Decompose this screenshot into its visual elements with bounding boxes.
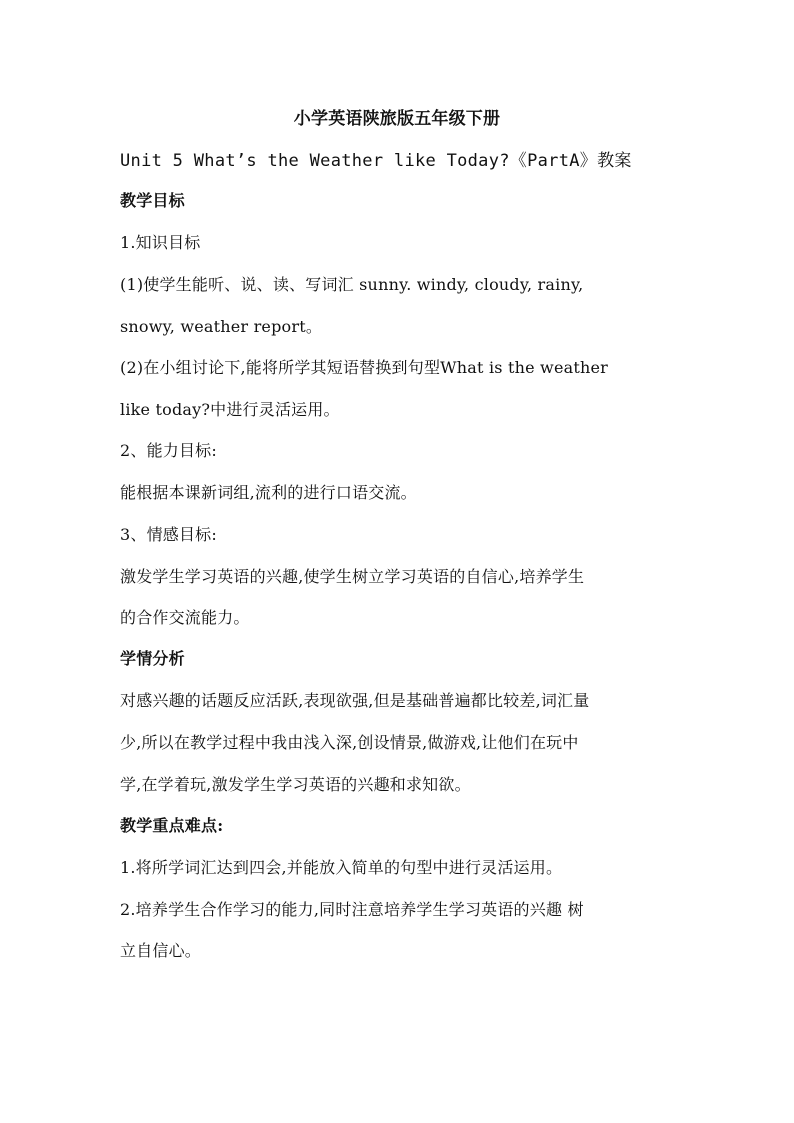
ability-goals-label: 2、能力目标: [120,441,217,460]
ability-goals-text: 能根据本课新词组,流利的进行口语交流。 [120,483,417,502]
student-analysis-line-1: 对感兴趣的话题反应活跃,表现欲强,但是基础普遍都比较差,词汇量 [120,691,590,710]
document-subtitle: Unit 5 What’s the Weather like Today?《PartA》教案 [120,151,632,171]
goal-item-1-line-2: snowy, weather report。 [120,317,323,336]
key-point-2-line-1: 2.培养学生合作学习的能力,同时注意培养学生学习英语的兴趣 树 [120,900,584,919]
section-heading-key-difficult-points: 教学重点难点: [120,816,224,835]
document-title: 小学英语陕旅版五年级下册 [293,109,501,129]
emotional-goals-line-1: 激发学生学习英语的兴趣,使学生树立学习英语的自信心,培养学生 [120,567,585,586]
section-heading-teaching-goals: 教学目标 [120,191,185,210]
emotional-goals-label: 3、情感目标: [120,525,217,544]
student-analysis-line-3: 学,在学着玩,激发学生学习英语的兴趣和求知欲。 [120,775,471,794]
goal-item-2-line-2: like today?中进行灵活运用。 [120,400,340,419]
section-heading-student-analysis: 学情分析 [120,649,185,668]
goal-item-2-line-1: (2)在小组讨论下,能将所学其短语替换到句型What is the weather [120,358,609,377]
key-point-2-line-2: 立自信心。 [120,941,202,960]
goal-item-1-line-1: (1)使学生能听、说、读、写词汇 sunny. windy, cloudy, rainy, [120,275,584,294]
emotional-goals-line-2: 的合作交流能力。 [120,608,250,627]
key-point-1: 1.将所学词汇达到四会,并能放入简单的句型中进行灵活运用。 [120,858,563,877]
student-analysis-line-2: 少,所以在教学过程中我由浅入深,创设情景,做游戏,让他们在玩中 [120,733,579,752]
knowledge-goals-label: 1.知识目标 [120,233,201,252]
